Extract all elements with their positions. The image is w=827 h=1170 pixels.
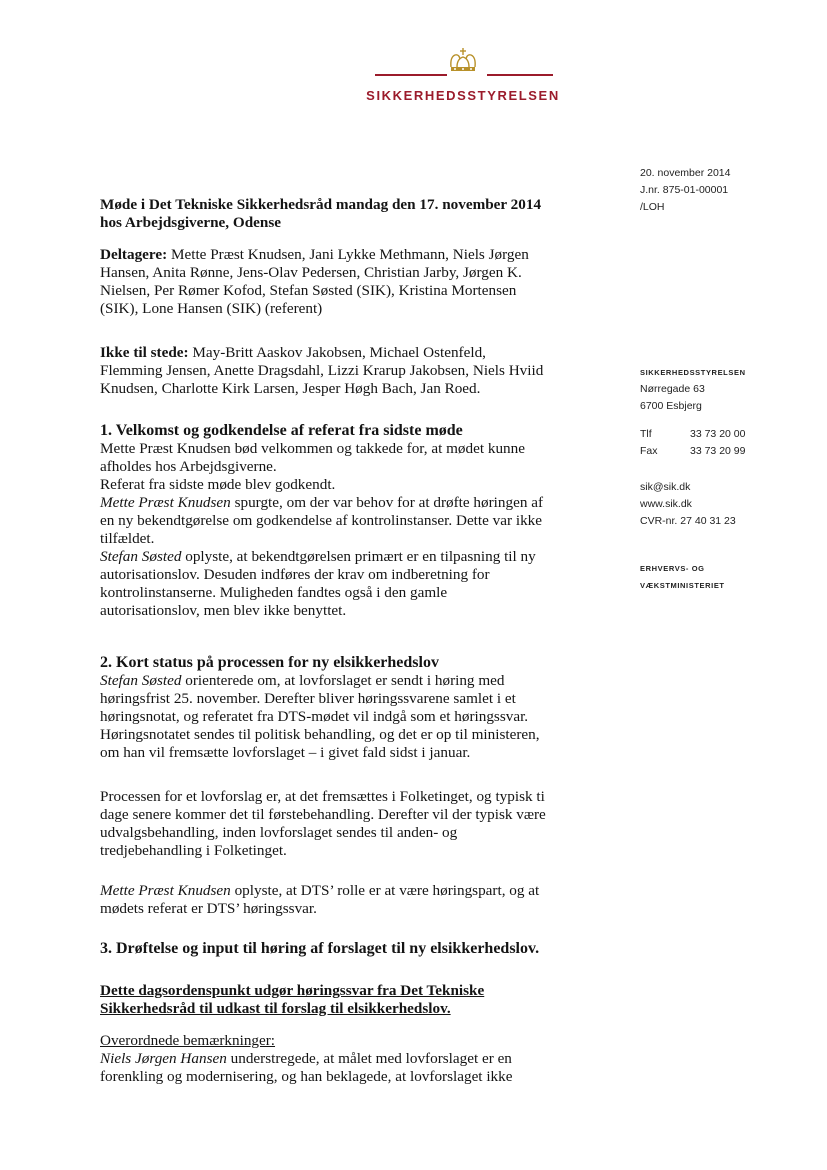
ministry-line-1: ERHVERVS- OG [640,564,705,573]
contact-web: www.sik.dk [640,498,692,510]
ministry-line-2: VÆKSTMINISTERIET [640,581,725,590]
general-remarks-heading: Overordnede bemærkninger: [100,1032,276,1049]
attendees: Deltagere: Mette Præst Knudsen, Jani Lykke Methmann, Niels Jørgen Hansen, Anita Rønne, Jens-Olav Pedersen, Christian Jarby, Jørgen K. Nielsen, Per Rømer Kofod, Stefan Søsted (SIK), Kristina Mortensen (SIK), Lone Hansen (SIK) (referent) [100,246,529,317]
document-meta [640,165,810,216]
hearing-response-note: Dette dagsordenspunkt udgør høringssvar fra Det Tekniske Sikkerhedsråd til udkast til forslag til elsikkerhedslov. [100,982,485,1017]
contact-fax: Fax 33 73 20 99 [640,445,746,457]
contact-sidebar [640,364,810,594]
section-3 [100,940,600,958]
section-2-heading: 2. Kort status på processen for ny elsikkerhedslov [100,654,439,671]
contact-org: SIKKERHEDSSTYRELSEN [640,368,746,377]
section-2-process: Processen for et lovforslag er, at det fremsættes i Folketinget, og typisk ti dage senere kommer det til førstebehandling. Derefter vil der typisk være udvalgsbehandling, inden lovforslaget sendes til anden- og tredjebehandling i Folketinget. [100,788,546,859]
royal-crown-icon [445,45,481,75]
absent-label: Ikke til stede: [100,344,189,361]
document-date: 20. november 2014 [640,167,731,179]
section-1: 1. Velkomst og godkendelse af referat fra sidste møde Mette Præst Knudsen bød velkommen og takkede for, at mødet kunne afholdes hos Arbejdsgiverne. Referat fra sidste møde blev godkendt. Mette Præst Knudsen spurgte, om der var behov for at drøfte høringen af en ny bekendtgørelse om godkendelse af kontrolinstanser. Dette var ikke tilfældet. Stefan Søsted oplyste, at bekendtgørelsen primært er en tilpasning til ny autorisationslov. Desuden indføres der krav om indberetning for kontrolinstanserne. Muligheden fandtes også i den gamle autorisationslov, men blev ikke benyttet. [100,422,600,620]
journal-number: J.nr. 875-01-00001 [640,184,729,196]
section-2: 2. Kort status på processen for ny elsikkerhedslov Stefan Søsted orienterede om, at lovforslaget er sendt i høring med høringsfrist 25. november. Derefter bliver høringssvarene samlet i et høringsnotat, og referatet fra DTS-mødet vil indgå som et høringssvar. Høringsnotatet sendes til politisk behandling, og det er op til ministeren, om han vil fremsætte lovforslaget – i givet fald sidst i januar. [100,654,600,762]
section-1-heading: 1. Velkomst og godkendelse af referat fra sidste møde [100,422,463,439]
logo-rule-right [487,74,553,76]
logo-rule-left [375,74,447,76]
general-remarks: Overordnede bemærkninger: Niels Jørgen Hansen understregede, at målet med lovforslaget er en forenkling og modernisering, og han beklagede, at lovforslaget ikke [100,1032,600,1086]
author-initials: /LOH [640,201,665,213]
contact-phone: Tlf 33 73 20 00 [640,428,746,440]
absent: Ikke til stede: May-Britt Aaskov Jakobsen, Michael Ostenfeld, Flemming Jensen, Anette Dragsdahl, Lizzi Krarup Jakobsen, Niels Hviid Knudsen, Charlotte Kirk Larsen, Jesper Høgh Bach, Jan Roed. [100,344,544,397]
contact-city: 6700 Esbjerg [640,400,702,412]
section-2-role: Mette Præst Knudsen oplyste, at DTS’ rolle er at være høringspart, og at mødets referat er DTS’ høringssvar. [100,882,540,917]
agency-logo [365,40,565,110]
contact-street: Nørregade 63 [640,383,705,395]
meeting-title: Møde i Det Tekniske Sikkerhedsråd mandag den 17. november 2014 hos Arbejdsgiverne, Odense [100,196,542,231]
contact-cvr: CVR-nr. 27 40 31 23 [640,515,736,527]
contact-email: sik@sik.dk [640,481,691,493]
attendees-label: Deltagere: [100,246,168,263]
section-3-heading: 3. Drøftelse og input til høring af forslaget til ny elsikkerhedslov. [100,940,540,957]
agency-wordmark: SIKKERHEDSSTYRELSEN [366,88,560,103]
